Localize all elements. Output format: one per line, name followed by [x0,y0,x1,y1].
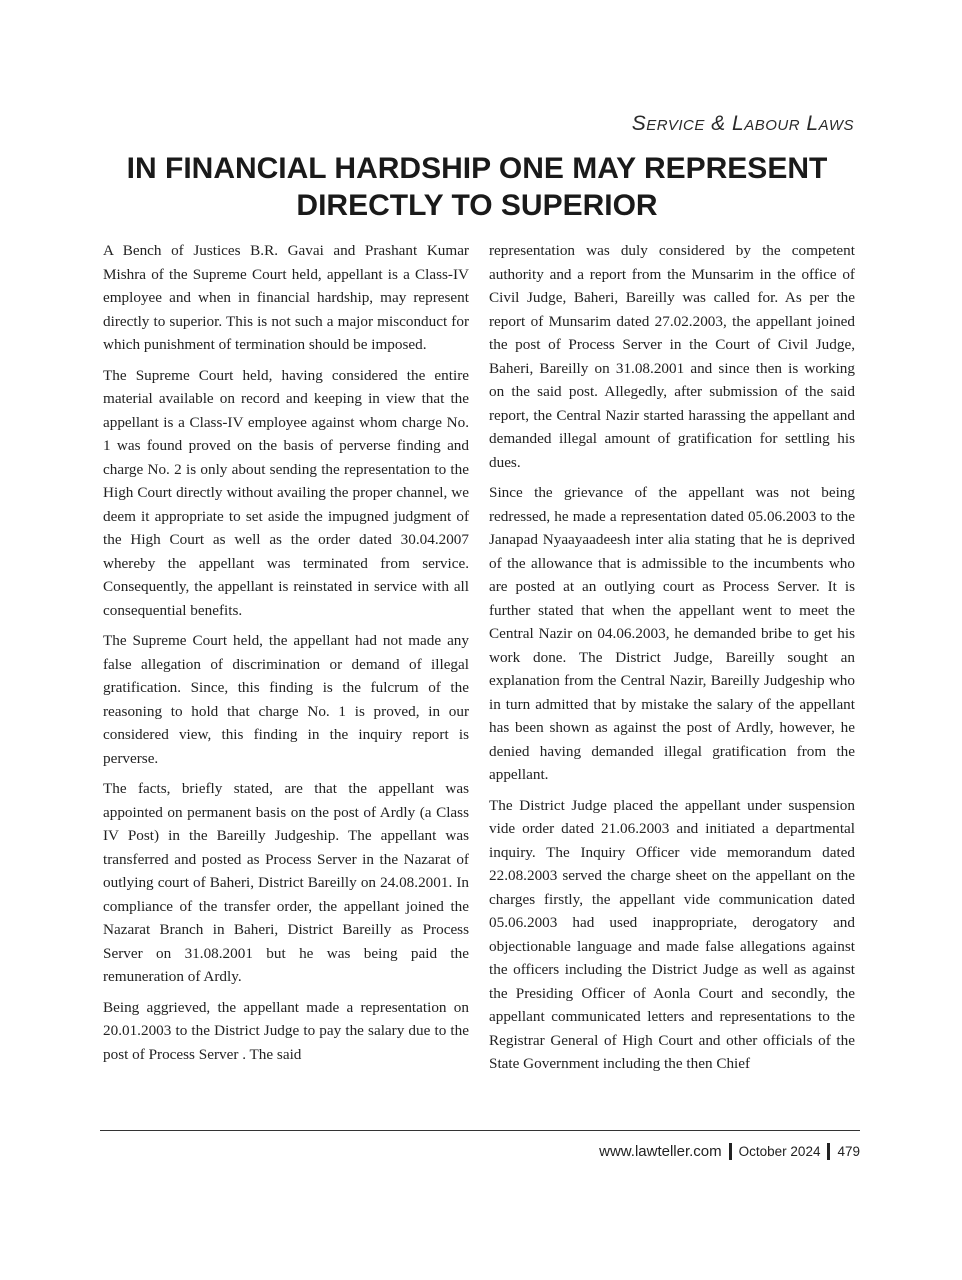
issue-date: October 2024 [738,1144,821,1159]
paragraph: A Bench of Justices B.R. Gavai and Prashant Kumar Mishra of the Supreme Court held, appellant is a Class-IV employee and when in financial hardship, may represent directly to superior. This is not such a major misconduct for which punishment of termination should be imposed. [103,242,469,353]
paragraph: The Supreme Court held, the appellant had not made any false allegation of discrimination or demand of illegal gratification. Since, this finding is the fulcrum of the reasoning to hold that charge No. 1 is proved, in our considered view, this finding in the inquiry report is perverse. [103,632,469,767]
website-link[interactable]: www.lawteller.com [599,1143,722,1160]
section-label: Service & Labour Laws [631,112,854,135]
paragraph: Since the grievance of the appellant was not being redressed, he made a representation dated 05.06.2003 to the Janapad Nyaayaadeesh inter alia stating that he is deprived of the allowance that is admissible to the incumbents who are posted at an outlying court as Process Server. It is further stated that when the appellant went to meet the Central Nazir on 04.06.2003, he demanded bribe to get his work done. The District Judge, Bareilly sought an explanation from the Central Nazir, Bareilly Judgeship who in turn admitted that by mistake the salary of the appellant has been shown as against the post of Ardly, however, he denied having demanded illegal gratification from the appellant. [489,484,855,783]
footer [599,1143,860,1160]
article-title: IN FINANCIAL HARDSHIP ONE MAY REPRESENT DIRECTLY TO SUPERIOR [126,152,828,222]
footer-separator [827,1143,830,1160]
paragraph: representation was duly considered by the competent authority and a report from the Munsarim in the office of Civil Judge, Baheri, Bareilly was called for. As per the report of Munsarim dated 27.02.2003, the appellant joined the post of Process Server in the Court of Civil Judge, Baheri, Bareilly on 31.08.2001 and since then is working on the said post. Allegedly, after submission of the said report, the Central Nazir started harassing the appellant and demanded illegal amount of gratification for settling his dues. [489,242,855,471]
paragraph: Being aggrieved, the appellant made a representation on 20.01.2003 to the District Judge to pay the salary due to the post of Process Server . The said [103,998,469,1063]
paragraph: The Supreme Court held, having considered the entire material available on record and keeping in view that the appellant is a Class-IV employee against whom charge No. 1 was found proved on the basis of perverse finding and charge No. 2 is only about sending the representation to the High Court directly without availing the proper channel, we deem it appropriate to set aside the impugned judgment of the High Court as well as the order dated 30.04.2007 whereby the appellant was terminated from service. Consequently, the appellant is reinstated in service with all consequential benefits. [103,366,469,619]
page-number: 479 [837,1144,860,1159]
paragraph: The District Judge placed the appellant under suspension vide order dated 21.06.2003 and initiated a departmental inquiry. The Inquiry Officer vide memorandum dated 22.08.2003 served the charge sheet on the appellant on the charges firstly, the appellant vide communication dated 05.06.2003 had used inappropriate, derogatory and objectionable language and made false allegations against the officers including the District Judge as well as against the Presiding Officer of Aonla Court and secondly, the appellant communicated letters and representations to the Registrar General of High Court and other officials of the State Government including the then Chief [489,796,855,1072]
footer-rule [100,1130,860,1131]
left-column [103,239,469,1073]
footer-separator [729,1143,732,1160]
right-column [489,239,855,1083]
paragraph: The facts, briefly stated, are that the appellant was appointed on permanent basis on the post of Ardly (a Class IV Post) in the Bareilly Judgeship. The appellant was transferred and posted as Process Server in the Nazarat of outlying court of Baheri, District Bareilly on 24.08.2001. In compliance of the transfer order, the appellant joined the Nazarat Branch in Baheri, District Bareilly as Process Server on 31.08.2001 but he was being paid the remuneration of Ardly. [103,780,469,985]
